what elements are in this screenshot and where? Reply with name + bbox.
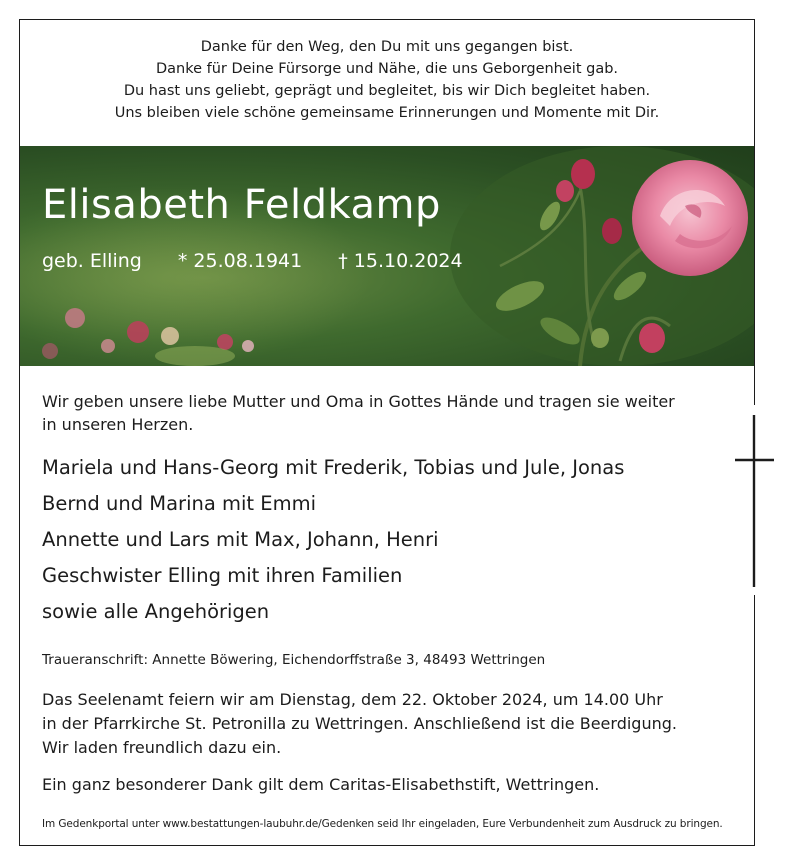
service-info	[42, 688, 677, 760]
family-list	[42, 450, 624, 630]
intro-line: Wir geben unsere liebe Mutter und Oma in Gottes Hände und tragen sie weiter	[42, 392, 675, 411]
service-line: in der Pfarrkirche St. Petronilla zu Wettringen. Anschließend ist die Beerdigung.	[42, 714, 677, 733]
deceased-name: Elisabeth Feldkamp	[42, 182, 441, 228]
footer-note: Im Gedenkportal unter www.bestattungen-laubuhr.de/Gedenken seid Ihr eingeladen, Eure Verbundenheit zum Ausdruck zu bringen.	[42, 818, 723, 830]
obituary-frame	[19, 19, 755, 846]
maiden-name: geb. Elling	[42, 250, 142, 272]
poem	[20, 36, 754, 124]
poem-line: Danke für den Weg, den Du mit uns gegangen bist.	[200, 39, 574, 55]
life-dates	[42, 250, 493, 272]
poem-line: Danke für Deine Fürsorge und Nähe, die uns Geborgenheit gab.	[155, 61, 619, 77]
service-line: Wir laden freundlich dazu ein.	[42, 738, 282, 757]
poem-line: Uns bleiben viele schöne gemeinsame Erinnerungen und Momente mit Dir.	[114, 105, 660, 121]
photo-banner	[20, 146, 754, 366]
family-line: Geschwister Elling mit ihren Familien	[42, 564, 403, 587]
intro-text	[42, 390, 675, 436]
family-line: Annette und Lars mit Max, Johann, Henri	[42, 528, 439, 551]
thanks-line: Ein ganz besonderer Dank gilt dem Caritas-Elisabethstift, Wettringen.	[42, 775, 600, 794]
intro-line: in unseren Herzen.	[42, 415, 194, 434]
cross-icon	[730, 405, 780, 595]
service-line: Das Seelenamt feiern wir am Dienstag, dem 22. Oktober 2024, um 14.00 Uhr	[42, 690, 663, 709]
mourning-address: Traueranschrift: Annette Böwering, Eichendorffstraße 3, 48493 Wettringen	[42, 652, 546, 668]
poem-line: Du hast uns geliebt, geprägt und begleitet, bis wir Dich begleitet haben.	[123, 83, 651, 99]
family-line: Bernd und Marina mit Emmi	[42, 492, 316, 515]
family-line: sowie alle Angehörigen	[42, 600, 270, 623]
death-date: † 15.10.2024	[338, 250, 463, 272]
family-line: Mariela und Hans-Georg mit Frederik, Tobias und Jule, Jonas	[42, 456, 625, 479]
birth-date: * 25.08.1941	[177, 250, 303, 272]
